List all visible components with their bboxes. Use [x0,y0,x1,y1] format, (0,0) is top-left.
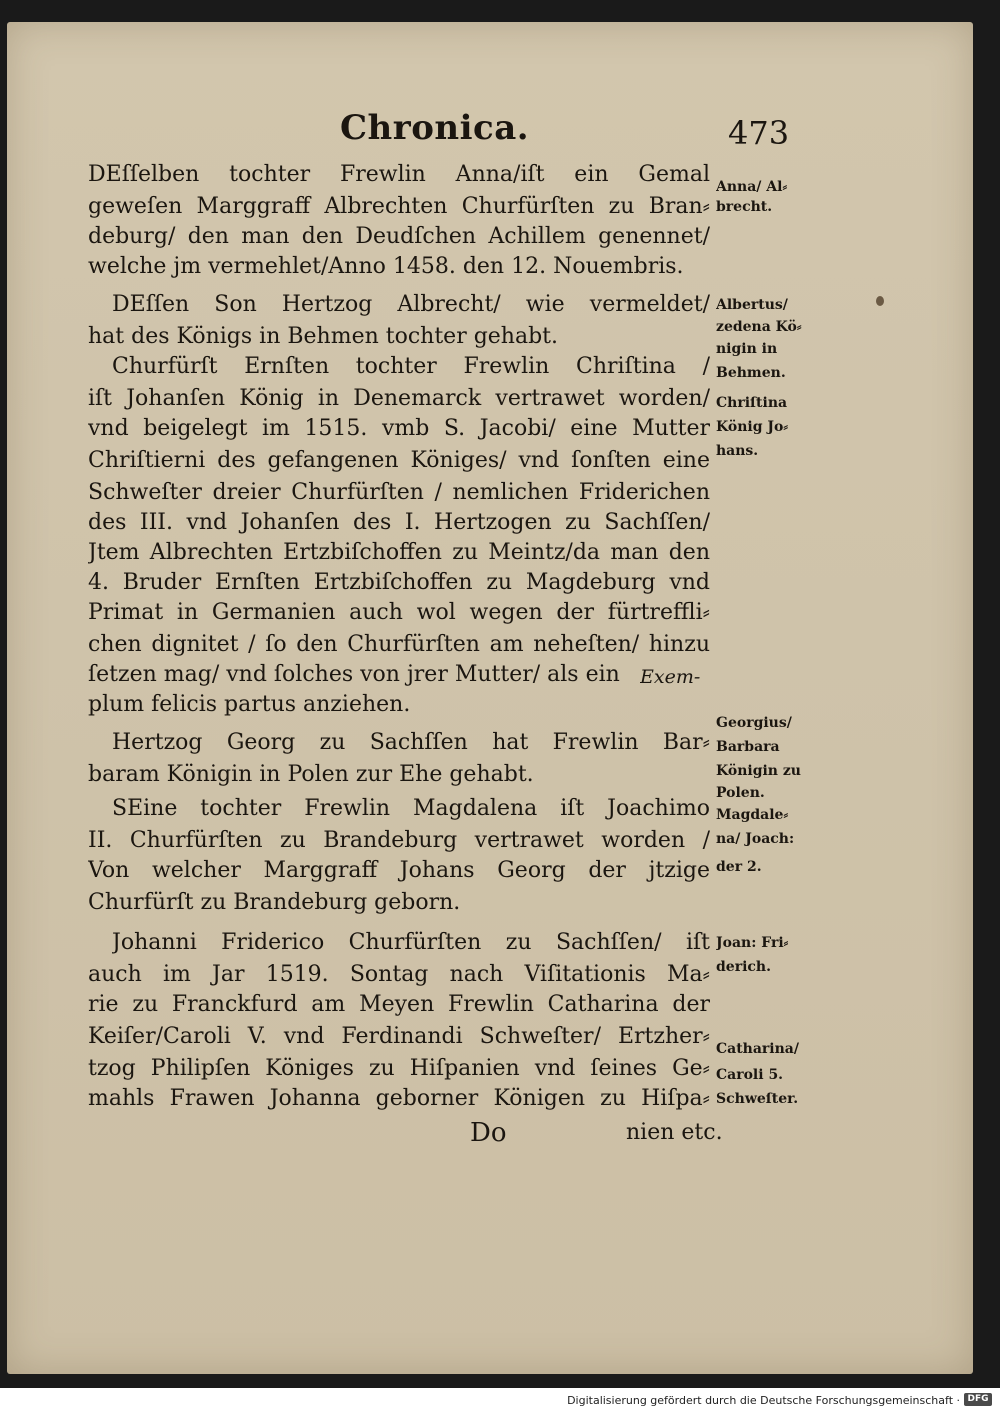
margin-note: Behmen. [716,365,786,381]
running-head: Chronica. [340,108,530,148]
text-line: DEſſen Son Hertzog Albrecht/ wie vermeldet/ [112,292,710,317]
text-line: baram Königin in Polen zur Ehe gehabt. [88,762,534,787]
text-line: auch im Jar 1519. Sontag nach Viſitationis Ma⸗ [88,962,710,987]
dfg-logo: DFG [964,1393,992,1406]
text-line: welche jm vermehlet/Anno 1458. den 12. Nouembris. [88,254,684,279]
catchline-end: nien etc. [626,1120,723,1145]
margin-note: Königin zu [716,763,801,779]
text-line: Hertzog Georg zu Sachſſen hat Frewlin Bar⸗ [112,730,710,755]
text-line: iſt Johanſen König in Denemarck vertrawet worden/ [88,386,710,411]
text-line: Primat in Germanien auch wol wegen der fürtreffli⸗ [88,600,710,625]
text-line: 4. Bruder Ernſten Ertzbiſchoffen zu Magdeburg vnd [88,570,710,595]
text-line: Jtem Albrechten Ertzbiſchoffen zu Meintz/da man den [88,540,710,565]
text-line: DEſſelben tochter Frewlin Anna/iſt ein Gemal [88,162,710,187]
text-line-latin [640,662,720,692]
text-line: rie zu Franckfurd am Meyen Frewlin Catharina der [88,992,710,1017]
margin-note: Georgius/ [716,715,792,731]
margin-note: König Jo⸗ [716,419,788,435]
text-line: chen dignitet / ſo den Churfürſten am neheſten/ hinzu [88,632,710,657]
margin-note: Chriſtina [716,395,788,411]
text-line: Von welcher Marggraff Johans Georg der jtzige [88,858,710,883]
text-line: vnd beigelegt im 1515. vmb S. Jacobi/ eine Mutter [88,416,710,441]
margin-note: der 2. [716,859,762,875]
margin-note: na/ Joach: [716,831,795,847]
page-number: 473 [728,114,790,152]
text-line: Chriſtierni des gefangenen Königes/ vnd ſonſten eine [88,448,710,473]
text-line: geweſen Marggraff Albrechten Churfürſten zu Bran⸗ [88,194,710,219]
margin-note: Joan: Fri⸗ [716,935,789,951]
latin-word: Exem- [640,666,701,688]
text-line: Schweſter dreier Churfürſten / nemlichen Friderichen [88,480,710,505]
margin-note: Catharina/ [716,1041,799,1057]
margin-note: nigin in [716,341,778,357]
funding-credit: Digitalisierung gefördert durch die Deutsche Forschungsgemeinschaft · [567,1394,960,1407]
text-line: hat des Königs in Behmen tochter gehabt. [88,324,559,349]
text-line: plum felicis partus anziehen. [88,692,411,717]
text-line: ſetzen mag/ vnd ſolches von jrer Mutter/ als ein [88,662,620,687]
catchword: Do [470,1118,507,1148]
margin-note: Caroli 5. [716,1067,784,1083]
text-line: mahls Frawen Johanna geborner Königen zu Hiſpa⸗ [88,1086,710,1111]
text-line: Keiſer/Caroli V. vnd Ferdinandi Schweſter/ Ertzher⸗ [88,1024,710,1049]
margin-note: Schweſter. [716,1091,799,1107]
text-line: Johanni Friderico Churfürſten zu Sachſſen/ iſt [112,930,710,955]
margin-note: Barbara [716,739,780,755]
margin-note: Albertus/ [716,297,788,313]
text-line: II. Churfürſten zu Brandeburg vertrawet worden / [88,828,710,853]
margin-note: derich. [716,959,771,975]
paper-speck [876,296,884,306]
text-line: Churfürſt Ernſten tochter Frewlin Chriſtina / [112,354,710,379]
margin-note: hans. [716,443,759,459]
margin-note: zedena Kö⸗ [716,319,802,335]
margin-note: Magdale⸗ [716,807,789,823]
margin-note: brecht. [716,199,773,215]
text-line: Churfürſt zu Brandeburg geborn. [88,890,461,915]
text-line: des III. vnd Johanſen des I. Hertzogen zu Sachſſen/ [88,510,710,535]
text-line: deburg/ den man den Deudſchen Achillem genennet/ [88,224,710,249]
margin-note: Polen. [716,785,765,801]
text-line: SEine tochter Frewlin Magdalena iſt Joachimo [112,796,710,821]
text-line: tzog Philipſen Königes zu Hiſpanien vnd ſeines Ge⸗ [88,1056,710,1081]
margin-note: Anna/ Al⸗ [716,179,788,195]
